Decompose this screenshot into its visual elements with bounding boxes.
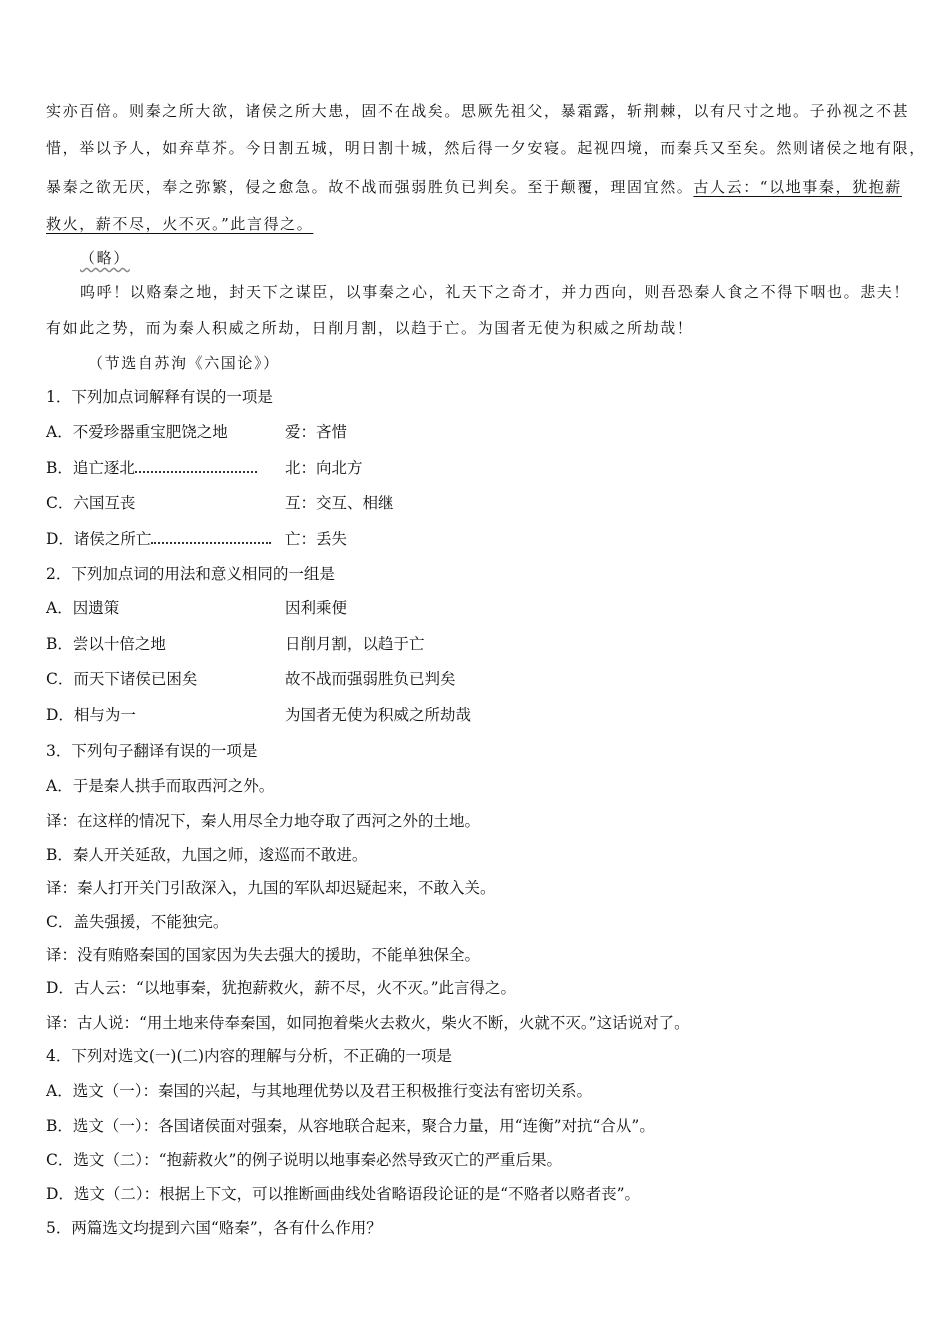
question-3-line: 译：在这样的情况下，秦人用尽全力地夺取了西河之外的土地。: [46, 812, 481, 830]
question-3-line: C．盖失强援，不能独完。: [46, 913, 229, 931]
option-left: D．诸侯之所亡: [46, 530, 152, 548]
passage-quote-underlined-end: 救火，薪不尽，火不灭。”此言得之。: [46, 215, 314, 233]
question-2-option-c: [46, 669, 926, 689]
question-1-option-a: [46, 422, 926, 442]
option-left: A．因遗策: [46, 599, 120, 617]
passage-line-6: 有如此之势，而为秦人积威之所劫，日削月割，以趋于亡。为国者无使为积威之所劫哉！: [46, 319, 694, 337]
option-right: 日削月割，以趋于亡: [285, 635, 425, 653]
question-4-stem: 4．下列对选文(一)(二)内容的理解与分析，不正确的一项是: [46, 1047, 453, 1065]
option-right: 互：交互、相继: [285, 494, 394, 512]
passage-line-4: [46, 214, 313, 234]
question-4-line: B．选文（一）：各国诸侯面对强秦，从容地联合起来，聚合力量，用“连衡”对抗“合从”。: [46, 1117, 655, 1135]
question-4-line: D．选文（二）：根据上下文，可以推断画曲线处省略语段论证的是“不赂者以赂者丧”。: [46, 1185, 641, 1203]
passage-line-3: [46, 177, 902, 197]
passage-line-5: 呜呼！以赂秦之地，封天下之谋臣，以事秦之心，礼天下之奇才，并力西向，则吾恐秦人食之不得下咽也。悲夫！: [80, 283, 911, 301]
question-2-option-a: [46, 598, 926, 618]
question-3-stem: 3．下列句子翻译有误的一项是: [46, 742, 258, 760]
question-3-line: 译：没有贿赂秦国的国家因为失去强大的援助，不能单独保全。: [46, 946, 481, 964]
dotted-leader: [135, 461, 257, 473]
dotted-leader: [151, 532, 271, 544]
option-right: 为国者无使为积威之所劫哉: [285, 706, 472, 724]
question-1-stem: 1．下列加点词解释有误的一项是: [46, 388, 273, 406]
question-2-stem: 2．下列加点词的用法和意义相同的一组是: [46, 565, 335, 583]
question-3-line: 译：古人说：“用土地来侍奉秦国，如同抱着柴火去救火，柴火不断，火就不灭。”这话说对了。: [46, 1014, 690, 1032]
passage-line-1: 实亦百倍。则秦之所大欲，诸侯之所大患，固不在战矣。思厥先祖父，暴霜露，斩荆棘，以有尺寸之地。子孙视之不甚: [46, 102, 910, 120]
option-right: 故不战而强弱胜负已判矣: [285, 670, 456, 688]
option-left: C．六国互丧: [46, 494, 136, 512]
question-4-line: C．选文（二）：“抱薪救火”的例子说明以地事秦必然导致灭亡的严重后果。: [46, 1151, 562, 1169]
passage-omitted: [80, 248, 130, 268]
passage-quote-underlined-start: 古人云：“以地事秦，犹抱薪: [693, 178, 902, 196]
option-right: 爱：吝惜: [285, 423, 348, 441]
question-1-option-b: [46, 458, 926, 478]
omitted-marker: （略）: [80, 249, 130, 267]
question-3-line: D．古人云：“以地事秦，犹抱薪救火，薪不尽，火不灭。”此言得之。: [46, 979, 517, 997]
option-left: B．尝以十倍之地: [46, 635, 166, 653]
option-left: C．而天下诸侯已困矣: [46, 670, 198, 688]
question-3-line: 译：秦人打开关门引敌深入，九国的军队却迟疑起来，不敢入关。: [46, 879, 496, 897]
question-1-option-c: [46, 493, 926, 513]
passage-source: （节选自苏洵《六国论》）: [88, 354, 280, 372]
passage-line-3-plain: 暴秦之欲无厌，奉之弥繁，侵之愈急。故不战而强弱胜负已判矣。至于颠覆，理固宜然。: [46, 178, 694, 196]
question-4-line: A．选文（一）：秦国的兴起，与其地理优势以及君王积极推行变法有密切关系。: [46, 1082, 592, 1100]
question-5-stem: 5．两篇选文均提到六国“赂秦”，各有什么作用？: [46, 1219, 382, 1237]
question-3-line: A．于是秦人拱手而取西河之外。: [46, 777, 275, 795]
passage-line-2: 惜，举以予人，如弃草芥。今日割五城，明日割十城，然后得一夕安寝。起视四境，而秦兵又至矣。然则诸侯之地有限，: [46, 139, 926, 157]
option-right: 因利乘便: [285, 599, 348, 617]
question-2-option-b: [46, 634, 926, 654]
option-right: 北：向北方: [285, 459, 363, 477]
option-left: B．追亡逐北: [46, 459, 135, 477]
question-3-line: B．秦人开关延敌，九国之师，逡巡而不敢进。: [46, 846, 368, 864]
option-left: D．相与为一: [46, 706, 136, 724]
question-2-option-d: [46, 705, 926, 725]
question-1-option-d: [46, 529, 926, 549]
option-right: 亡：丢失: [285, 530, 348, 548]
option-left: A．不爱珍器重宝肥饶之地: [46, 423, 228, 441]
